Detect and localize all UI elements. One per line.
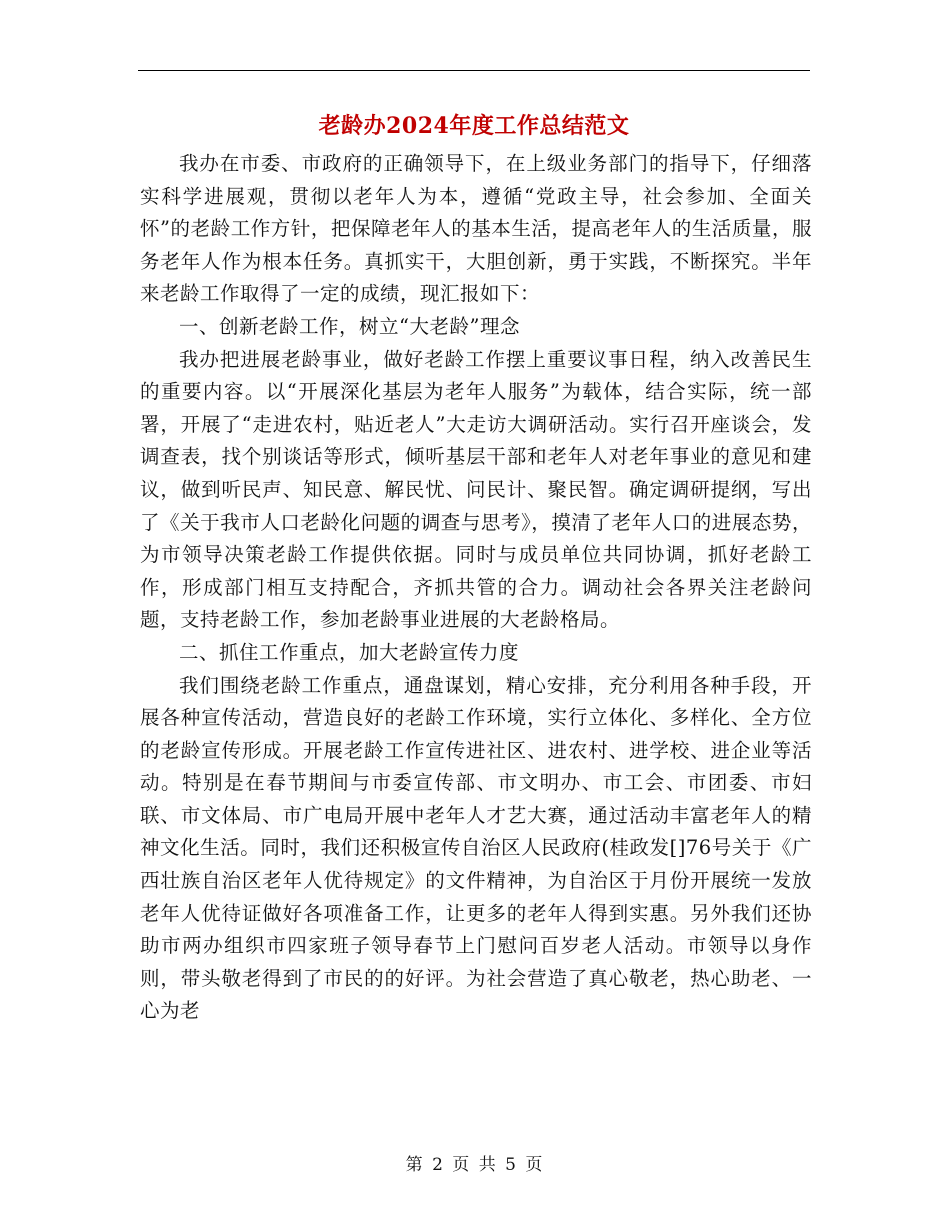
paragraph-intro: 我办在市委、市政府的正确领导下，在上级业务部门的指导下，仔细落实科学进展观，贯彻以老年人为本，遵循“党政主导，社会参加、全面关怀”的老龄工作方针，把保障老年人的基本生活，提高老年人的生活质量，服务老年人作为根本任务。真抓实干，大胆创新，勇于实践，不断探究。半年来老龄工作取得了一定的成绩，现汇报如下： [140, 152, 812, 306]
header-rule [138, 70, 810, 71]
document-body [140, 148, 812, 1028]
section-heading-2: 二、抓住工作重点，加大老龄宣传力度 [179, 640, 520, 664]
document-title: 老龄办2024年度工作总结范文 [318, 113, 630, 139]
page-number: 第 2 页 共 5 页 [405, 1155, 545, 1175]
paragraph-section-2: 我们围绕老龄工作重点，通盘谋划，精心安排，充分利用各种手段，开展各种宣传活动，营造良好的老龄工作环境，实行立体化、多样化、全方位的老龄宣传形成。开展老龄工作宣传进社区、进农村、进学校、进企业等活动。特别是在春节期间与市委宣传部、市文明办、市工会、市团委、市妇联、市文体局、市广电局开展中老年人才艺大赛，通过活动丰富老年人的精神文化生活。同时，我们还积极宣传自治区人民政府(桂政发[]76号关于《广西壮族自治区老年人优待规定》的文件精神，为自治区于月份开展统一发放老年人优待证做好各项准备工作，让更多的老年人得到实惠。另外我们还协助市两办组织市四家班子领导春节上门慰问百岁老人活动。市领导以身作则，带头敬老得到了市民的的好评。为社会营造了真心敬老，热心助老、一心为老 [140, 673, 812, 1023]
section-heading-1: 一、创新老龄工作，树立“大老龄”理念 [179, 314, 520, 338]
paragraph-section-1: 我办把进展老龄事业，做好老龄工作摆上重要议事日程，纳入改善民生的重要内容。以“开展深化基层为老年人服务”为载体，结合实际，统一部署，开展了“走进农村，贴近老人”大走访大调研活动。实行召开座谈会，发调查表，找个别谈话等形式，倾听基层干部和老年人对老年事业的意见和建议，做到听民声、知民意、解民忧、问民计、聚民智。确定调研提纲，写出了《关于我市人口老龄化问题的调查与思考》，摸清了老年人口的进展态势，为市领导决策老龄工作提供依据。同时与成员单位共同协调，抓好老龄工作，形成部门相互支持配合，齐抓共管的合力。调动社会各界关注老龄问题，支持老龄工作，参加老龄事业进展的大老龄格局。 [140, 347, 812, 632]
